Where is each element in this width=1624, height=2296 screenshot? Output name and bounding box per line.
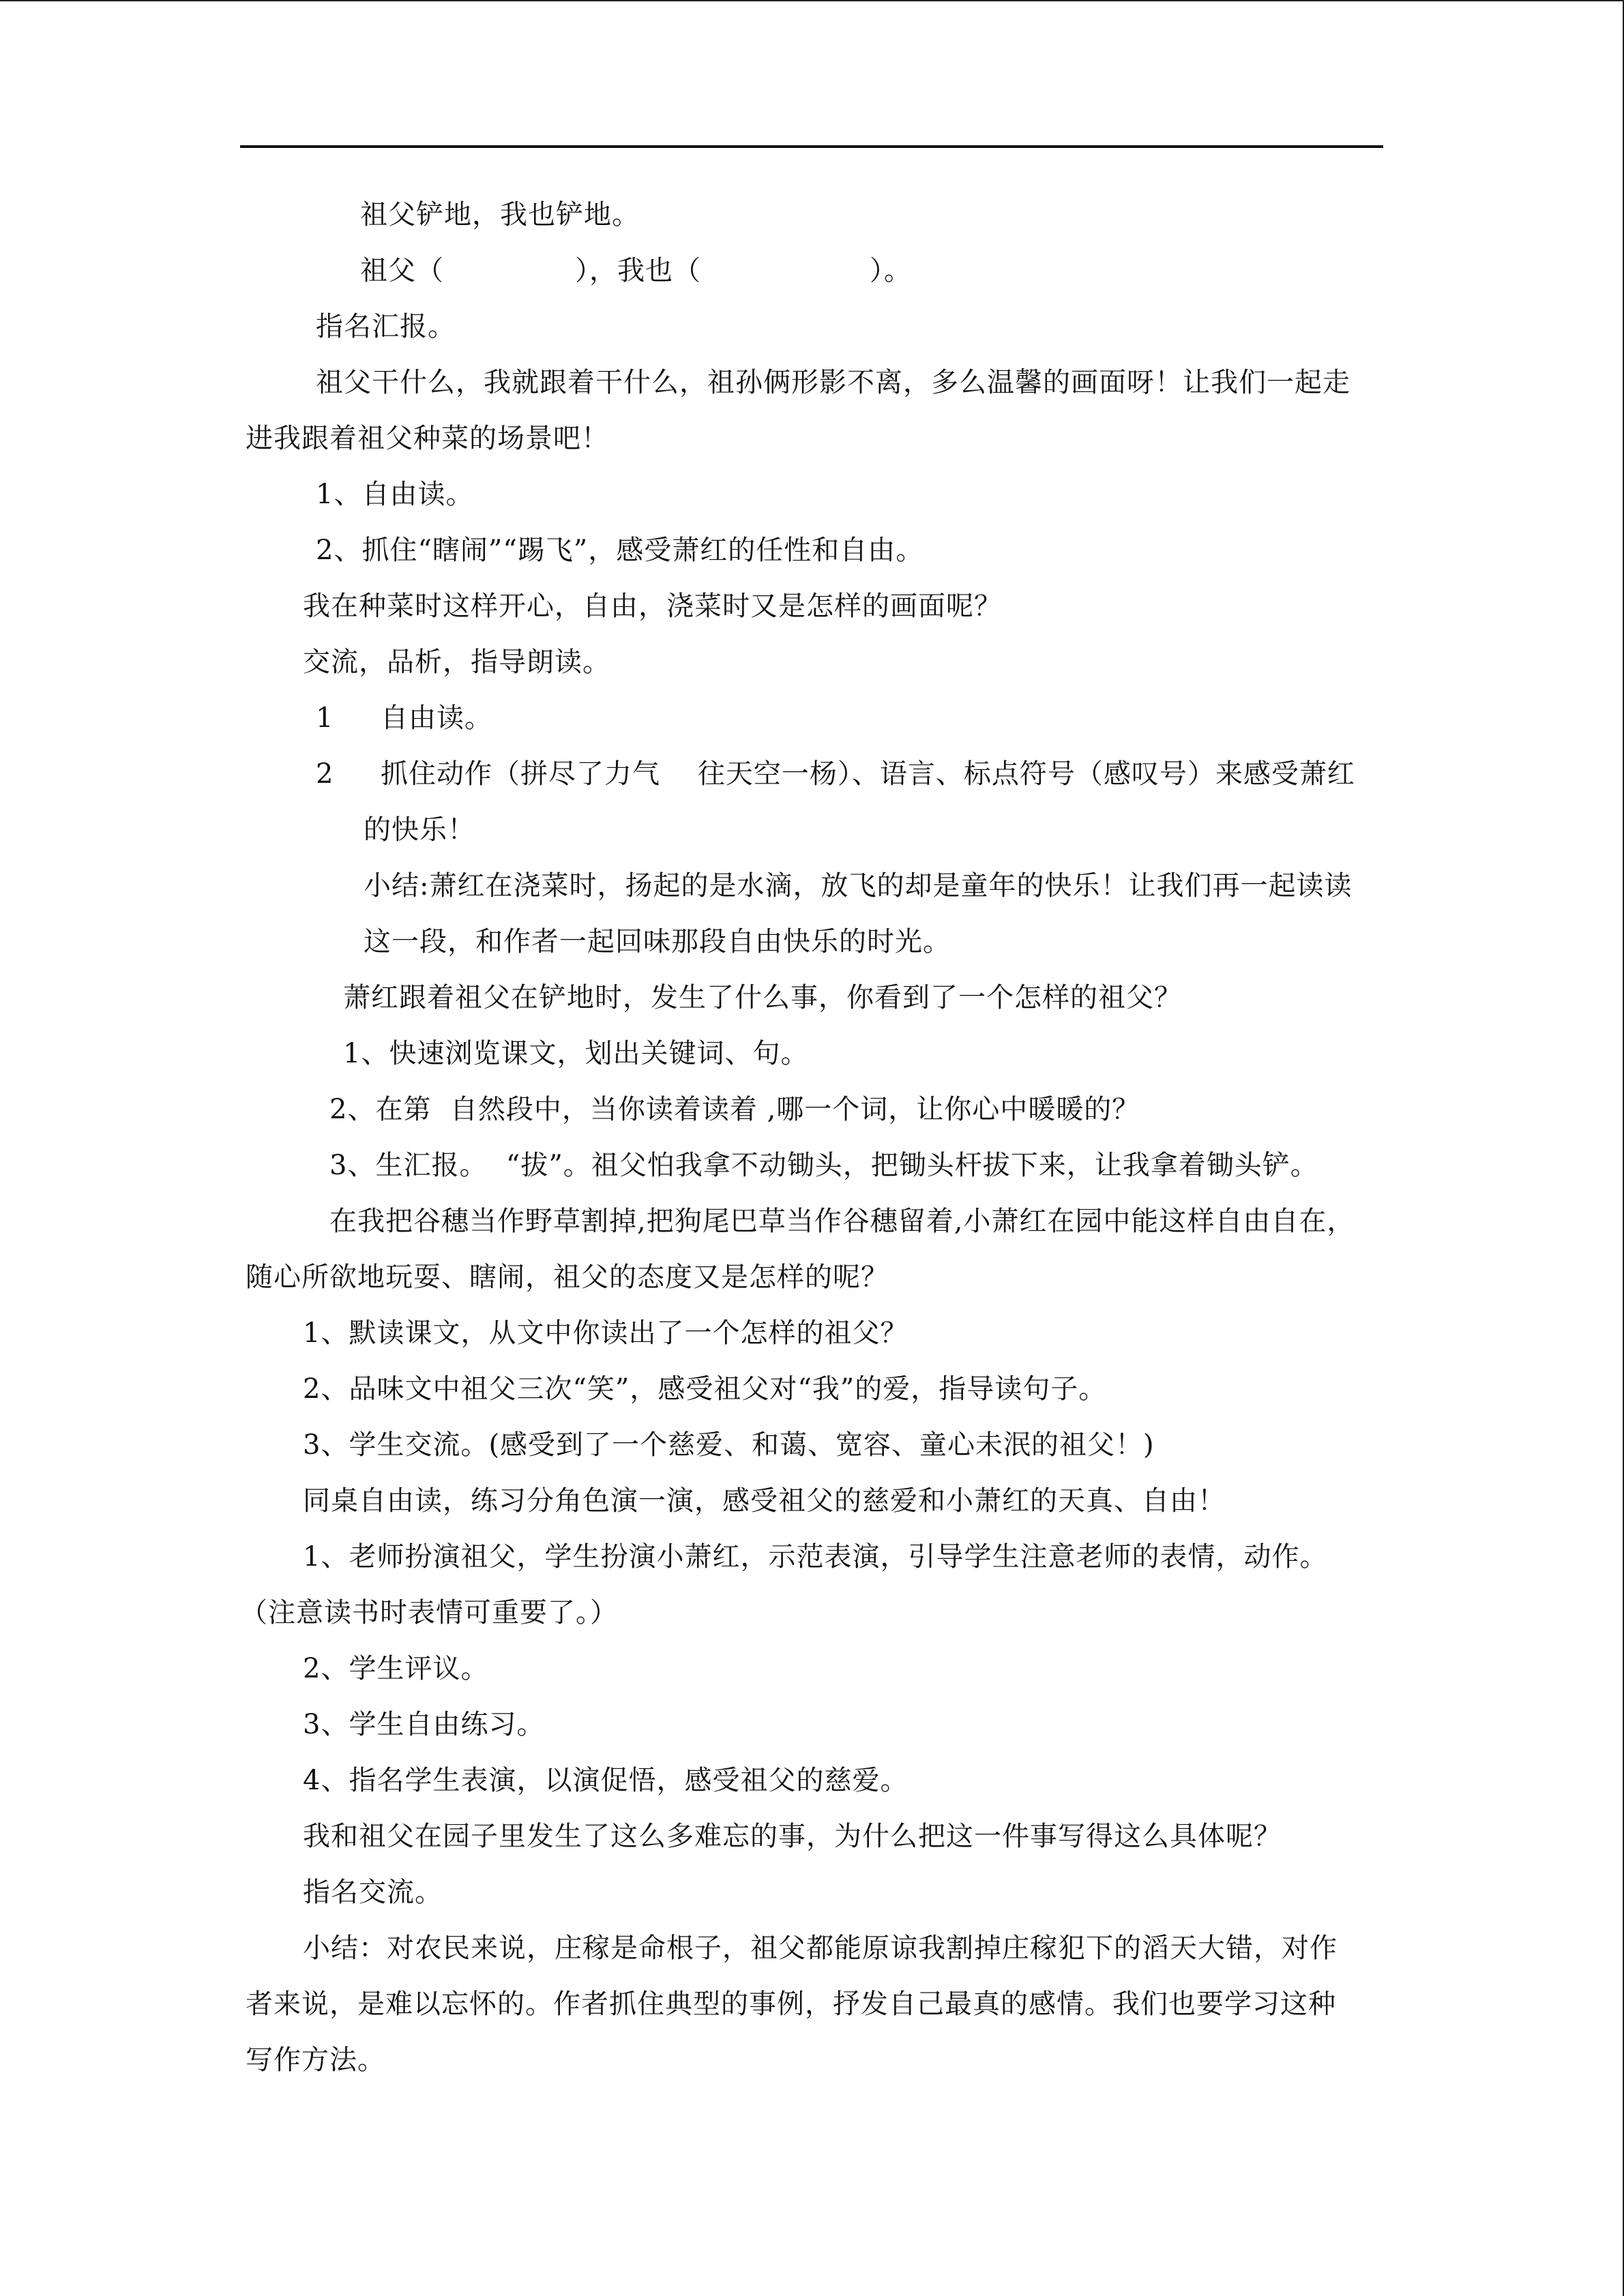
text-line: 3、学生交流。(感受到了一个慈爱、和蔼、宽容、童心未泯的祖父！)	[303, 1429, 1155, 1461]
text-line: 同桌自由读，练习分角色演一演，感受祖父的慈爱和小萧红的天真、自由！	[303, 1485, 1226, 1517]
text-line: 随心所欲地玩耍、瞎闹，祖父的态度又是怎样的呢？	[246, 1262, 889, 1293]
text-line: 2、在第 自然段中，当你读着读着 ,哪一个词，让你心中暖暖的？	[329, 1094, 1140, 1125]
text-line: 4、指名学生表演，以演促悟，感受祖父的慈爱。	[303, 1765, 909, 1796]
text-line: 的快乐！	[364, 814, 475, 846]
text-line: 1、老师扮演祖父，学生扮演小萧红，示范表演，引导学生注意老师的表情，动作。	[303, 1541, 1328, 1572]
text-line: 1、默读课文，从文中你读出了一个怎样的祖父？	[303, 1317, 909, 1349]
text-line: 写作方法。	[246, 2044, 385, 2076]
text-line: 1、自由读。	[316, 479, 474, 510]
text-line: 进我跟着祖父种菜的场景吧！	[246, 423, 609, 454]
text-line: （注意读书时表情可重要了。）	[240, 1597, 618, 1628]
text-line: 祖父（ ），我也（ ）。	[360, 255, 912, 286]
text-line: 2、抓住“瞎闹”“踢飞”，感受萧红的任性和自由。	[316, 535, 924, 566]
text-line: 萧红跟着祖父在铲地时，发生了什么事，你看到了一个怎样的祖父？	[343, 982, 1182, 1013]
text-line: 交流，品析，指导朗读。	[303, 646, 610, 678]
text-line: 1 自由读。	[316, 702, 493, 734]
text-line: 2、学生评议。	[303, 1653, 489, 1684]
text-line: 祖父干什么，我就跟着干什么，祖孙俩形影不离，多么温馨的画面呀！让我们一起走	[316, 367, 1350, 398]
text-line: 我在种菜时这样开心，自由，浇菜时又是怎样的画面呢？	[303, 591, 1002, 622]
text-line: 小结：对农民来说，庄稼是命根子，祖父都能原谅我割掉庄稼犯下的滔天大错，对作	[303, 1933, 1338, 1964]
text-line: 这一段，和作者一起回味那段自由快乐的时光。	[364, 926, 951, 957]
text-line: 指名汇报。	[316, 311, 456, 342]
text-line: 者来说，是难以忘怀的。作者抓住典型的事例，抒发自己最真的感情。我们也要学习这种	[246, 1988, 1336, 2020]
text-line: 指名交流。	[303, 1877, 443, 1908]
text-line: 1、快速浏览课文，划出关键词、句。	[343, 1038, 809, 1069]
text-line: 小结:萧红在浇菜时，扬起的是水滴，放飞的却是童年的快乐！让我们再一起读读	[364, 870, 1353, 901]
text-line: 3、学生自由练习。	[303, 1709, 545, 1740]
text-line: 我和祖父在园子里发生了这么多难忘的事，为什么把这一件事写得这么具体呢？	[303, 1821, 1282, 1852]
text-line: 3、生汇报。 “拔”。祖父怕我拿不动锄头，把锄头杆拔下来，让我拿着锄头铲。	[329, 1150, 1318, 1181]
text-line: 祖父铲地，我也铲地。	[360, 199, 640, 230]
text-line: 2 抓住动作（拼尽了力气 往天空一杨）、语言、标点符号（感叹号）来感受萧红	[316, 758, 1355, 790]
header-rule	[240, 145, 1383, 148]
text-line: 2、品味文中祖父三次“笑”，感受祖父对“我”的爱，指导读句子。	[303, 1373, 1107, 1405]
text-line: 在我把谷穗当作野草割掉,把狗尾巴草当作谷穗留着,小萧红在园中能这样自由自在，	[329, 1206, 1355, 1237]
